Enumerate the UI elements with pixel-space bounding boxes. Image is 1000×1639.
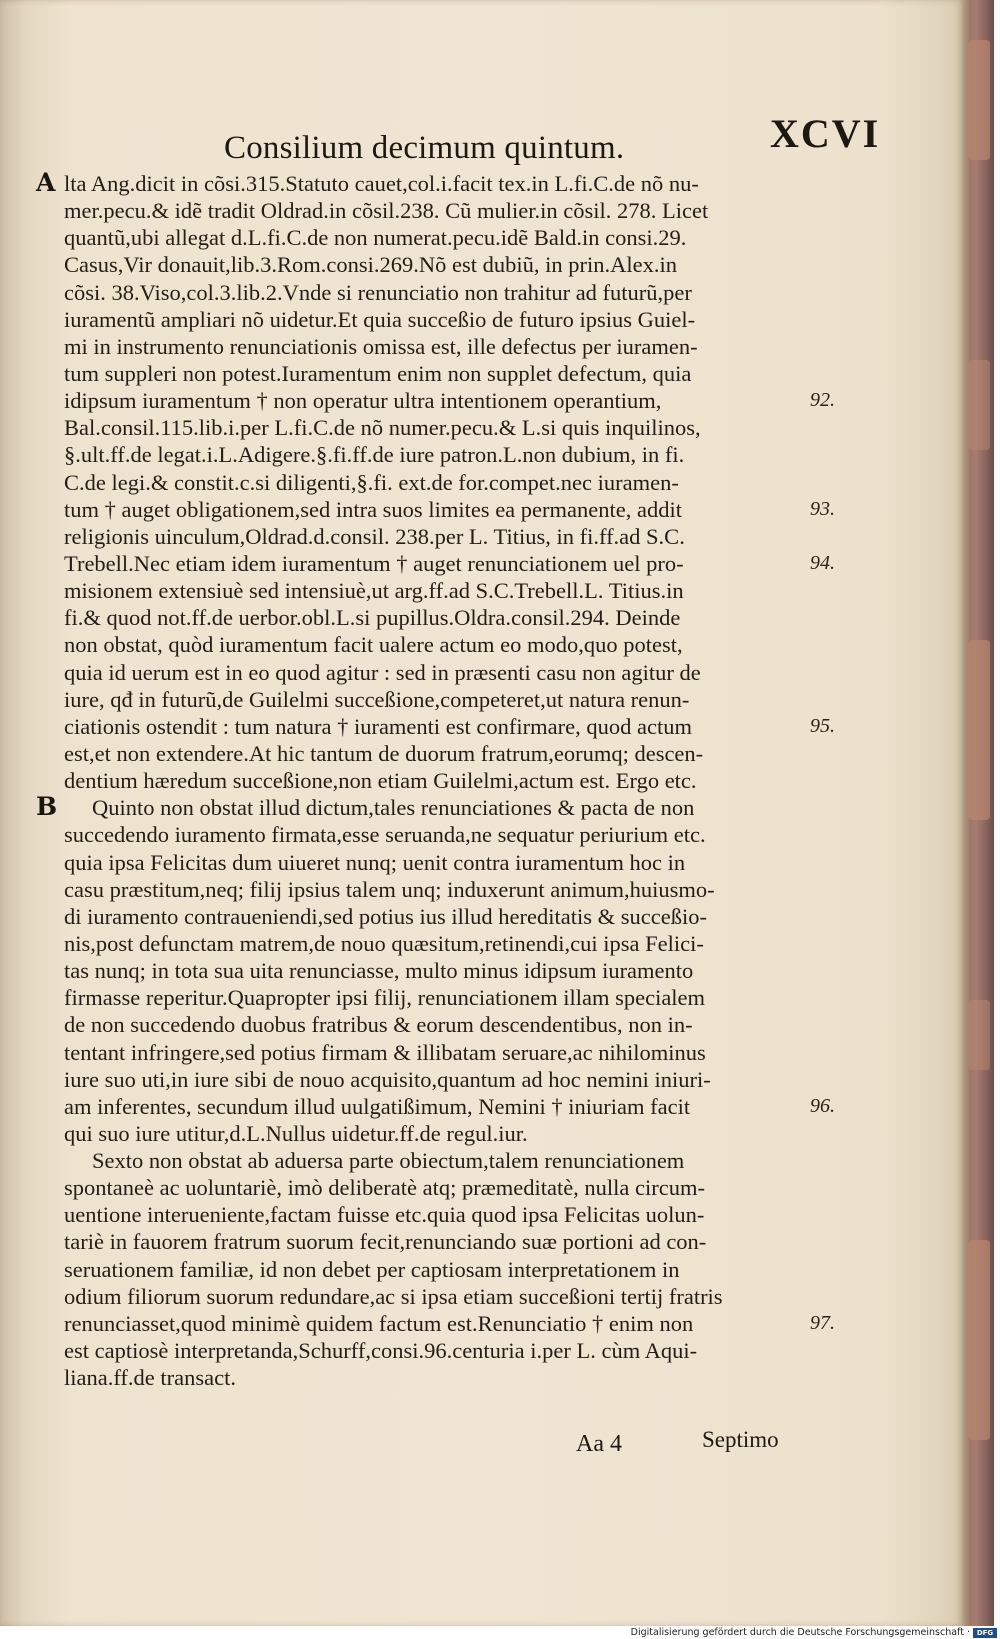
text-line: Quinto non obstat illud dictum,tales renunciationes & pacta de non (92, 795, 695, 821)
text-line: dentium hæredum succeßione,non etiam Guilelmi,actum est. Ergo etc. (64, 768, 697, 794)
catchword: Septimo (702, 1427, 779, 1452)
text-line: Sexto non obstat ab aduersa parte obiectum,talem renunciationem (92, 1148, 685, 1174)
text-line: nis,post defunctam matrem,de nouo quæsitum,retinendi,cui ipsa Felici- (64, 930, 704, 956)
footer-credit: Digitalisierung gefördert durch die Deutsche Forschungsgemeinschaft · (630, 1627, 970, 1638)
text-line: §.ult.ff.de legat.i.L.Adigere.§.fi.ff.de iure patron.L.non dubium, in fi. (64, 442, 685, 468)
body-text (64, 170, 794, 1391)
text-line: qui suo iure utitur,d.L.Nullus uidetur.ff.de regul.iur. (64, 1120, 528, 1146)
signature-mark: Aa 4 (576, 1431, 622, 1457)
text-line: de non succedendo duobus fratribus & eorum descendentibus, non in- (64, 1012, 693, 1038)
margin-number: 95. (810, 715, 835, 737)
text-line: mi in instrumento renunciationis omissa est, ille defectus per iuramen- (64, 333, 698, 359)
initial-letter: B (36, 792, 58, 822)
text-line: seruationem familiæ, id non debet per captiosam interpretationem in (64, 1256, 680, 1282)
text-line: di iuramento contraueniendi,sed potius ius illud hereditatis & succeßio- (64, 903, 707, 929)
text-line: misionem extensiuè sed intensiuè,ut arg.ff.ad S.C.Trebell.L. Titius.in (64, 578, 684, 604)
text-line: fi.& quod not.ff.de uerbor.obl.L.si pupillus.Oldra.consil.294. Deinde (64, 605, 681, 631)
text-line: tentant infringere,sed potius firmam & illibatam seruare,ac nihilominus (64, 1039, 706, 1065)
text-line: Trebell.Nec etiam idem iuramentum † auget renunciationem uel pro- (64, 550, 684, 576)
text-line: liana.ff.de transact. (64, 1365, 237, 1391)
text-line: C.de legi.& constit.c.si diligenti,§.fi. ext.de for.compet.nec iuramen- (64, 469, 679, 495)
text-line: lta Ang.dicit in cõsi.315.Statuto cauet,col.i.facit tex.in L.fi.C.de nõ nu- (64, 171, 699, 196)
folio-number: XCVI (770, 111, 881, 156)
text-line: tas nunq; in tota sua uita renunciasse, multo minus idipsum iuramento (64, 958, 694, 984)
text-line: quia id uerum est in eo quod agitur : sed in præsenti casu non agitur de (64, 659, 701, 685)
text-line: cõsi. 38.Viso,col.3.lib.2.Vnde si renunciatio non trahitur ad futurũ,per (64, 279, 692, 305)
text-line: odium filiorum suorum redundare,ac si ipsa etiam succeßioni tertij fratris (64, 1283, 723, 1309)
text-line: uentione interueniente,factam fuisse etc.quia quod ipsa Felicitas uolun- (64, 1202, 705, 1228)
text-line: firmasse reperitur.Quapropter ipsi filij, renunciationem illam specialem (64, 985, 706, 1011)
margin-number: 97. (810, 1312, 835, 1335)
margin-number: 94. (810, 552, 835, 575)
text-line: est,et non extendere.At hic tantum de duorum fratrum,eorumq; descen- (64, 740, 704, 766)
digitization-footer (0, 1627, 1000, 1639)
margin-number: 93. (810, 497, 835, 520)
text-line: casu præstitum,neq; filij ipsius talem unq; induxerunt animum,huiusmo- (64, 876, 715, 902)
margin-number: 92. (810, 389, 835, 412)
text-line: tariè in fauorem fratrum suorum fecit,renunciando suæ portioni ad con- (64, 1229, 707, 1255)
text-line: tum suppleri non potest.Iuramentum enim non supplet defectum, quia (64, 360, 692, 386)
text-line: succedendo iuramento firmata,esse seruanda,ne sequatur periurium etc. (64, 822, 706, 848)
text-line: am inferentes, secundum illud uulgatißimum, Nemini † iniuriam facit (64, 1093, 691, 1119)
text-line: quantũ,ubi allegat d.L.fi.C.de non numerat.pecu.idẽ Bald.in consi.29. (64, 225, 687, 251)
text-line: quia ipsa Felicitas dum uiueret nunq; uenit contra iuramentum hoc in (64, 849, 686, 875)
text-line: iure suo uti,in iure sibi de nouo acquisito,quantum ad hoc nemini iniuri- (64, 1066, 711, 1092)
text-line: Bal.consil.115.lib.i.per L.fi.C.de nõ numer.pecu.& L.si quis inquilinos, (64, 415, 701, 441)
margin-number: 96. (810, 1095, 835, 1118)
text-line: religionis uinculum,Oldrad.d.consil. 238.per L. Titius, in fi.ff.ad S.C. (64, 523, 685, 549)
page-edge-binding (962, 0, 994, 1626)
running-head: Consilium decimum quintum. (224, 130, 625, 166)
text-line: Casus,Vir donauit,lib.3.Rom.consi.269.Nõ est dubiũ, in prin.Alex.in (64, 252, 677, 278)
text-line: est captiosè interpretanda,Schurff,consi.96.centuria i.per L. cùm Aqui- (64, 1338, 698, 1364)
text-line: mer.pecu.& idẽ tradit Oldrad.in cõsil.238. Cũ mulier.in cõsil. 278. Licet (64, 198, 709, 224)
dfg-logo: DFG (973, 1628, 997, 1638)
text-line: idipsum iuramentum † non operatur ultra intentionem operantium, (64, 388, 662, 414)
text-line: iure, qđ in futurũ,de Guilelmi succeßione,competeret,ut natura renun- (64, 686, 690, 712)
text-line: spontaneè ac uoluntariè, imò deliberatè atq; præmeditatè, nulla circum- (64, 1175, 706, 1201)
text-line: iuramentũ ampliari nõ uidetur.Et quia succeßio de futuro ipsius Guiel- (64, 306, 696, 332)
text-line: ciationis ostendit : tum natura † iuramenti est confirmare, quod actum (64, 713, 692, 739)
text-line: renunciasset,quod minimè quidem factum est.Renunciatio † enim non (64, 1310, 694, 1336)
text-line: non obstat, quòd iuramentum facit ualere actum eo modo,quo potest, (64, 632, 683, 658)
initial-letter: A (36, 168, 56, 197)
text-line: tum † auget obligationem,sed intra suos limites ea permanente, addit (64, 496, 682, 522)
